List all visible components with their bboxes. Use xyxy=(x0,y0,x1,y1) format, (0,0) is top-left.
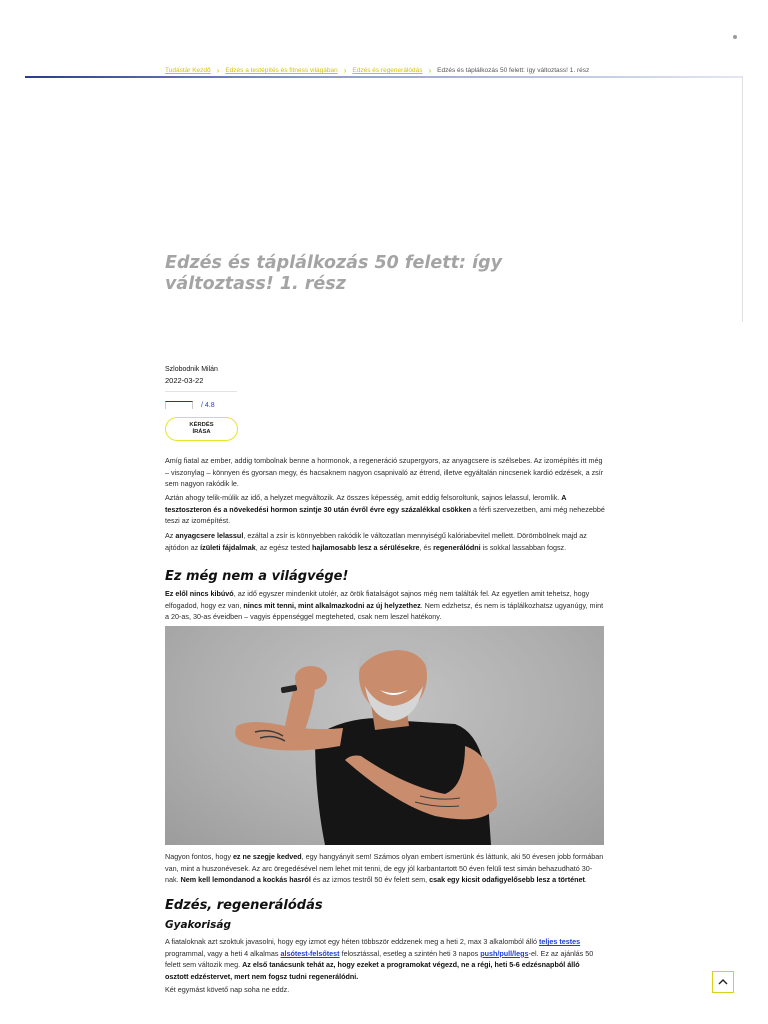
hero-divider xyxy=(25,76,743,78)
paragraph-adapt xyxy=(165,588,605,623)
link-push-pull-legs[interactable]: push/pull/legs xyxy=(480,948,529,958)
article-photo xyxy=(165,626,604,845)
paragraph-text: A fiataloknak azt szoktuk javasolni, hogy egy izmot egy héten többször eddzenek meg a heti 2, max 3 alkalomból álló xyxy=(165,937,539,946)
paragraph-text: , ezáltal a zsír is könnyebben rakódik le változatlan mennyiségű kalóriabevitel mellett. Dörömbölnek majd az ajtódon az xyxy=(165,531,587,552)
breadcrumb xyxy=(165,66,589,75)
section-heading-training: Edzés, regenerálódás xyxy=(165,898,323,913)
section-heading-world-end: Ez még nem a világvége! xyxy=(165,569,349,584)
chevron-right-icon: › xyxy=(343,66,347,75)
breadcrumb-item-home[interactable]: Tudástár Kezdő xyxy=(165,67,211,74)
breadcrumb-item-category[interactable]: Edzés a testépítés és fitness világában xyxy=(225,67,338,74)
paragraph-text: , az egész tested xyxy=(255,542,313,552)
paragraph-text: Nagyon fontos, hogy xyxy=(165,852,233,861)
paragraph-text: Aztán ahogy telik-múlik az idő, a helyzet megváltozik. Az összes képesség, amit eddig felsoroltunk, sajnos lelassul, leromlik. xyxy=(165,493,562,502)
author-name[interactable]: Szlobodnik Milán xyxy=(165,366,218,373)
paragraph-rest-days: Két egymást követő nap soha ne eddz. xyxy=(165,985,290,994)
paragraph-metabolism xyxy=(165,530,605,553)
paragraph-text: . xyxy=(584,875,587,885)
chevron-right-icon: › xyxy=(216,66,220,75)
scroll-to-top-button[interactable] xyxy=(712,971,734,993)
paragraph-text: felosztással, esetleg a szintén heti 3 napos xyxy=(339,948,481,958)
paragraph-text: -el. Ez az ajánlás 50 felett sem változik meg. xyxy=(165,948,594,970)
paragraph-bold: ez ne szegje kedved xyxy=(232,852,302,861)
paragraph-text: is sokkal lassabban fogsz. xyxy=(480,542,567,552)
paragraph-bold: Ez elől nincs kibúvó xyxy=(165,589,234,598)
link-upper-lower[interactable]: alsótest-felsőtest xyxy=(280,948,340,958)
paragraph-text: programmal, vagy a heti 4 alkalmas xyxy=(165,948,281,958)
paragraph-motivation xyxy=(165,851,605,886)
subheading-frequency: Gyakoriság xyxy=(165,919,231,931)
menu-dot-icon[interactable] xyxy=(733,35,737,39)
paragraph-bold: anyagcsere lelassul xyxy=(175,531,244,540)
chevron-right-icon: › xyxy=(428,66,432,75)
paragraph-bold: regenerálódni xyxy=(433,542,481,552)
paragraph-bold: A tesztoszteron és a növekedési hormon szintje 30 után évről évre egy százalékkal csökken xyxy=(165,493,567,514)
paragraph-bold: Az első tanácsunk tehát az, hogy ezeket a programokat végezd, ne a régi, heti 5-6 edzésnapból álló osztott edzéstervet, mert nem fogsz tudni regenerálódni. xyxy=(165,960,580,981)
paragraph-text: és az izmos testről 50 év felett sem, xyxy=(310,875,430,885)
breadcrumb-current: Edzés és táplálkozás 50 felett: így változtass! 1. rész xyxy=(437,67,590,74)
paragraph-aging xyxy=(165,492,605,527)
chevron-up-icon xyxy=(718,978,728,986)
paragraph-bold: ízületi fájdalmak xyxy=(200,542,256,552)
paragraph-bold: Nem kell lemondanod a kockás hasról xyxy=(180,875,311,885)
man-flexing-illustration xyxy=(165,626,604,845)
paragraph-intro: Amíg fiatal az ember, addig tombolnak benne a hormonok, a regeneráció szupergyors, az anyagcsere is szélsebes. Az izomépítés itt még – viszonylag – könnyen és gyorsan megy, és hacsaknem nagyon csapnivaló az étrend, illetve egyáltalán nincsenek kardió edzések, a zsír sem nagyon rakódik le. xyxy=(165,456,604,489)
paragraph-text: , egy hangyányit sem! Számos olyan embert ismerünk és láttunk, aki 50 évesen jobb formában van, mint a huszonévesek. Az arc öregedésével nem lehet mit tenni, de egy jól karbantartott 50 éven felüli test simán behazudható 30-nak. xyxy=(165,852,604,885)
ask-question-button[interactable]: KÉRDÉS ÍRÁSA xyxy=(165,417,238,441)
paragraph-bold: nincs mit tenni, mint alkalmazkodni az új helyzethez xyxy=(243,600,421,610)
breadcrumb-item-subcategory[interactable]: Edzés és regenerálódás xyxy=(352,67,423,74)
publish-date: 2022-03-22 xyxy=(165,376,204,385)
page-title: Edzés és táplálkozás 50 felett: így változtass! 1. rész xyxy=(165,253,503,294)
rating-stars[interactable] xyxy=(165,401,193,409)
link-full-body[interactable]: teljes testes xyxy=(538,937,581,946)
rating-value: / 4.8 xyxy=(201,402,215,409)
paragraph-bold: csak egy kicsit odafigyelősebb lesz a történet xyxy=(429,875,585,885)
paragraph-text: a férfi szervezetben, ami még nehezebbé teszi az izomépítést. xyxy=(165,504,605,526)
paragraph-text: , és xyxy=(419,542,434,552)
meta-divider xyxy=(165,391,237,392)
paragraph-text: . Nem edzhetsz, és nem is táplálkozhatsz ugyanúgy, mint a 20-as, 30-as éveidben – vagyis éppenséggel megteheted, csak nem leszel hatékony. xyxy=(165,600,604,622)
paragraph-text: Az xyxy=(165,531,176,540)
paragraph-frequency xyxy=(165,936,605,982)
paragraph-bold: hajlamosabb lesz a sérülésekre xyxy=(312,542,420,552)
vertical-divider xyxy=(742,76,743,322)
paragraph-text: , az idő egyszer mindenkit utolér, az örök fiatalságot sajnos még nem találták fel. Az egyetlen amit tehetsz, hogy elfogadod, hogy ez van, xyxy=(165,589,590,610)
